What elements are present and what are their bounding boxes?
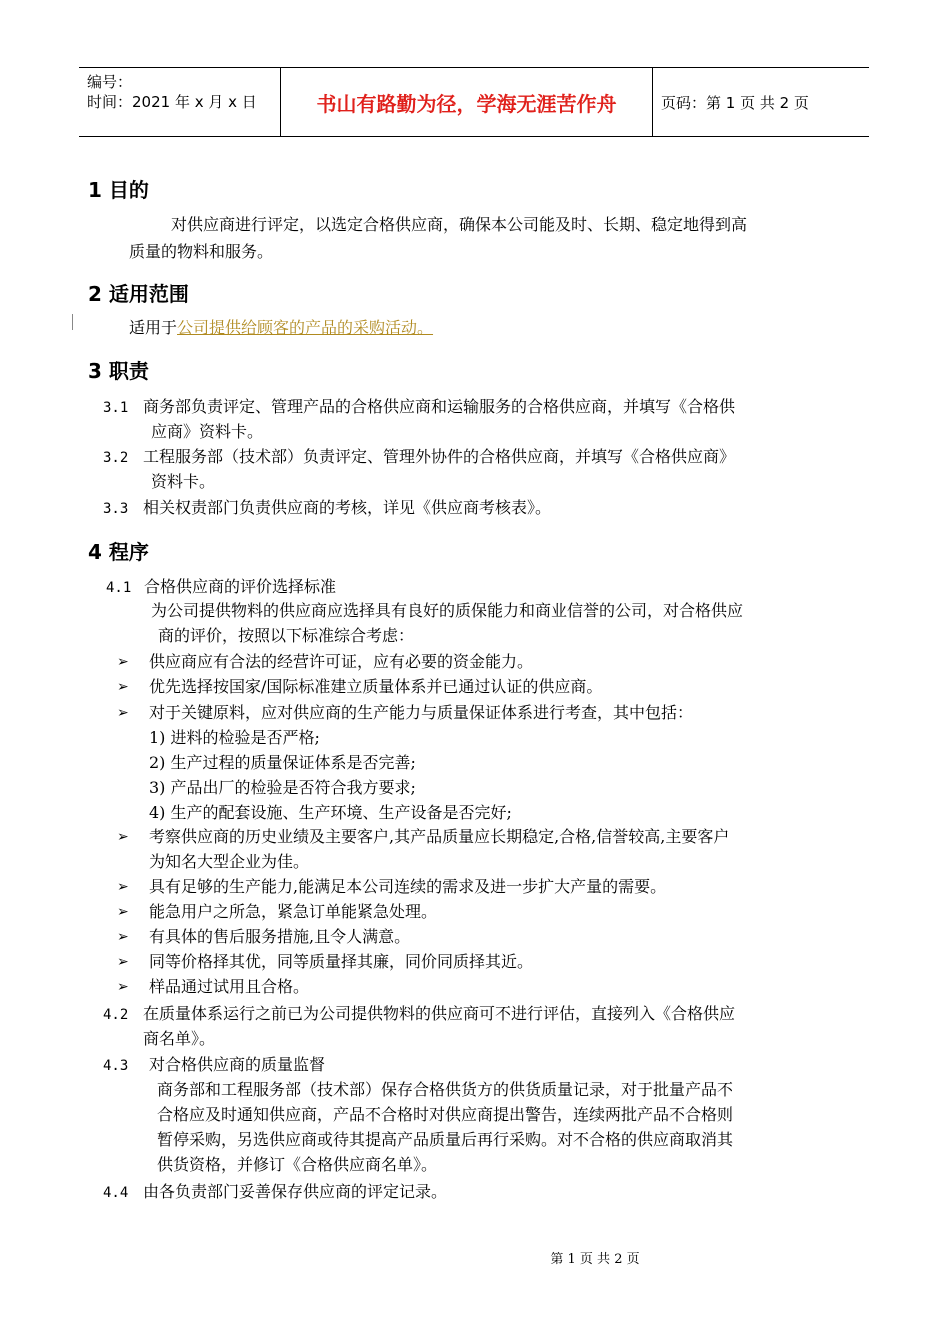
num-item-3: 3) 产品出厂的检验是否符合我方要求; [149,778,416,797]
s1-line1: 对供应商进行评定，以选定合格供应商，确保本公司能及时、长期、稳定地得到高 [171,215,748,234]
arrow-bullet-icon: ➢ [117,705,129,721]
s3-2-line2: 资料卡。 [151,472,216,491]
page-header [79,67,869,137]
s4-3-line3: 暂停采购，另选供应商或待其提高产品质量后再行采购。对不合格的供应商取消其 [157,1130,734,1149]
s4-2-line1 [103,1002,735,1027]
s2-line [129,316,433,340]
arrow-bullet-icon: ➢ [117,679,129,695]
arrow-bullet-icon: ➢ [117,979,129,995]
arrow-bullet-icon: ➢ [117,904,129,920]
s3-3-line1 [103,496,551,521]
s4-4-num: 4.4 [103,1185,129,1201]
bullet-3: 对于关键原料，应对供应商的生产能力与质量保证体系进行考查，其中包括： [149,703,694,722]
num-item-1: 1) 进料的检验是否严格; [149,728,320,747]
s2-link[interactable]: 公司提供给顾客的产品的采购活动。 [177,318,434,337]
s4-1-intro2: 商的评价，按照以下标准综合考虑： [158,626,415,645]
bullet-7: 有具体的售后服务措施,且令人满意。 [149,927,411,946]
s4-1-intro1: 为公司提供物料的供应商应选择具有良好的质保能力和商业信誉的公司，对合格供应 [151,601,744,620]
s3-3-text1: 相关权责部门负责供应商的考核，详见《供应商考核表》。 [143,498,552,517]
s1-line2: 质量的物料和服务。 [129,242,274,261]
bullet-6: 能急用户之所急，紧急订单能紧急处理。 [149,902,438,921]
arrow-bullet-icon: ➢ [117,929,129,945]
s4-2-text1: 在质量体系运行之前已为公司提供物料的供应商可不进行评估，直接列入《合格供应 [143,1004,736,1023]
bullet-4-line2: 为知名大型企业为佳。 [149,852,310,871]
s4-3-line2: 合格应及时通知供应商，产品不合格时对供应商提出警告，连续两批产品不合格则 [157,1105,734,1124]
s4-2-line2: 商名单》。 [143,1029,216,1048]
bullet-8: 同等价格择其优，同等质量择其廉，同价同质择其近。 [149,952,534,971]
section-2-title: 2 适用范围 [88,282,189,306]
s4-1-title-line [106,575,336,600]
s4-3-line1: 商务部和工程服务部（技术部）保存合格供货方的供货质量记录，对于批量产品不 [157,1080,734,1099]
s3-2-text1: 工程服务部（技术部）负责评定、管理外协件的合格供应商，并填写《合格供应商》 [143,447,736,466]
s4-3-title-line [103,1053,325,1078]
page-footer: 第 1 页 共 2 页 [550,1252,640,1267]
arrow-bullet-icon: ➢ [117,954,129,970]
s3-1-line2: 应商》资料卡。 [151,422,264,441]
s4-4-line1 [103,1180,447,1205]
header-motto: 书山有路勤为径，学海无涯苦作舟 [281,68,653,136]
header-page-label: 页码：第 1 页 共 2 页 [661,93,809,112]
s4-3-num: 4.3 [103,1058,129,1074]
num-item-4: 4) 生产的配套设施、生产环境、生产设备是否完好; [149,803,512,822]
s2-prefix: 适用于 [129,318,178,337]
header-info [79,68,281,136]
section-4-title: 4 程序 [88,540,149,564]
s4-2-num: 4.2 [103,1007,129,1023]
bullet-4-line1: 考察供应商的历史业绩及主要客户,其产品质量应长期稳定,合格,信誉较高,主要客户 [149,827,730,846]
time-label: 时间：2021 年 x 月 x 日 [87,93,257,111]
s3-1-text1: 商务部负责评定、管理产品的合格供应商和运输服务的合格供应商，并填写《合格供 [143,397,736,416]
s3-2-line1 [103,445,735,470]
section-3-title: 3 职责 [88,359,149,383]
s4-1-num: 4.1 [106,580,132,596]
s4-3-line4: 供货资格，并修订《合格供应商名单》。 [157,1155,438,1174]
arrow-bullet-icon: ➢ [117,654,129,670]
bullet-1: 供应商应有合法的经营许可证，应有必要的资金能力。 [149,652,534,671]
bullet-2: 优先选择按国家/国际标准建立质量体系并已通过认证的供应商。 [149,677,603,696]
revision-bar [72,314,73,330]
s3-3-num: 3.3 [103,501,129,517]
arrow-bullet-icon: ➢ [117,829,129,845]
s4-3-title: 对合格供应商的质量监督 [149,1055,326,1074]
arrow-bullet-icon: ➢ [117,879,129,895]
num-item-2: 2) 生产过程的质量保证体系是否完善; [149,753,416,772]
number-label: 编号： [87,73,133,91]
s3-1-line1 [103,395,735,420]
s4-1-title: 合格供应商的评价选择标准 [144,577,337,596]
s4-4-text1: 由各负责部门妥善保存供应商的评定记录。 [143,1182,448,1201]
bullet-5: 具有足够的生产能力,能满足本公司连续的需求及进一步扩大产量的需要。 [149,877,667,896]
section-1-title: 1 目的 [88,178,149,202]
s3-2-num: 3.2 [103,450,129,466]
bullet-9: 样品通过试用且合格。 [149,977,310,996]
s3-1-num: 3.1 [103,400,129,416]
